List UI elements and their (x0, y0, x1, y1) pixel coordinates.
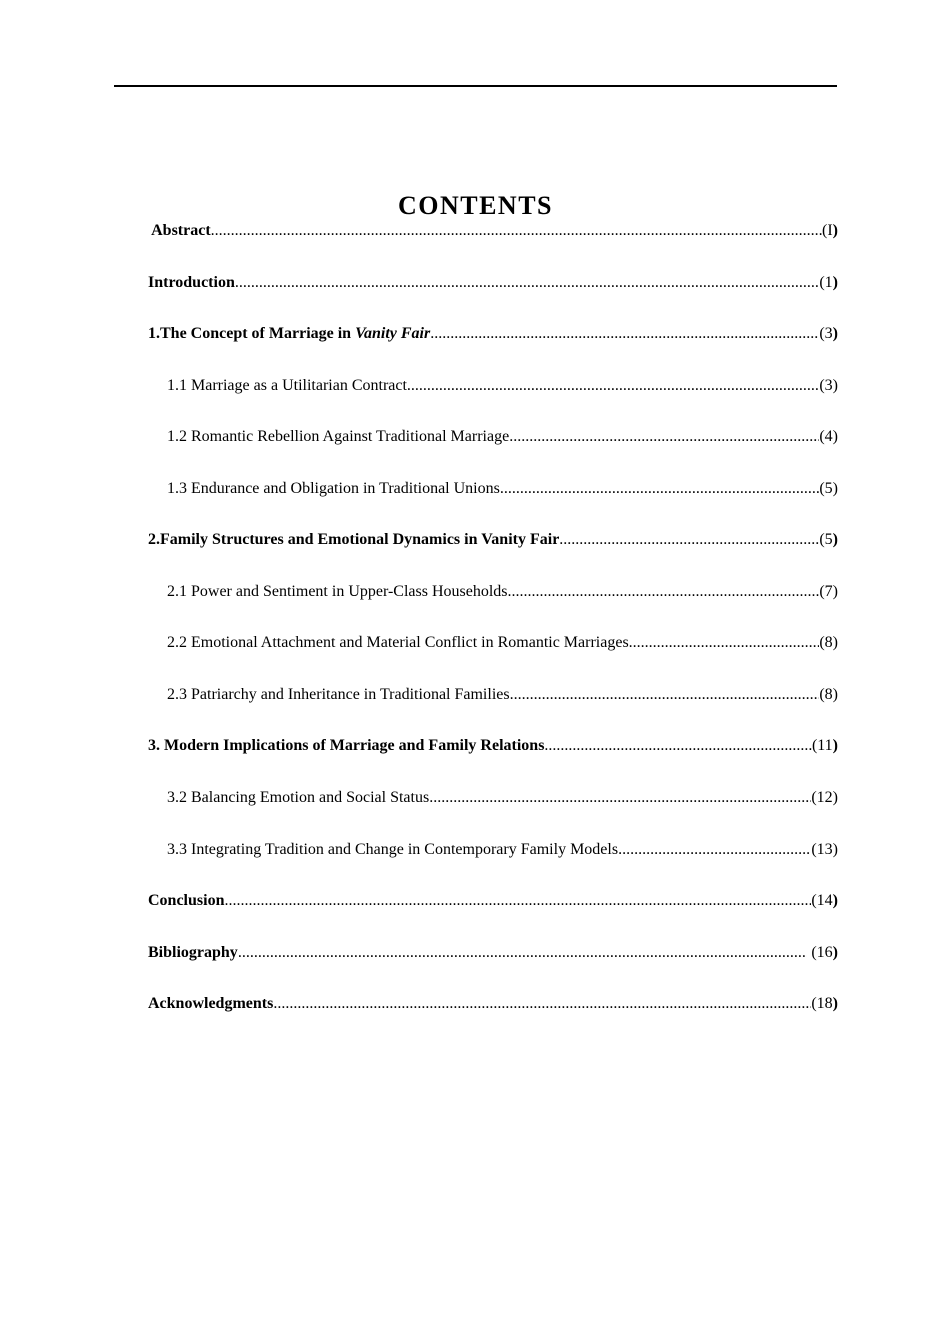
toc-entry-page-number: (5 (819, 531, 833, 549)
dot-leader (407, 375, 819, 396)
toc-entry-text: 3. Modern Implications of Marriage and Family Relations (148, 737, 545, 755)
toc-entry (148, 375, 838, 427)
toc-entry-page-number: (7) (819, 582, 838, 600)
toc-entry-label (148, 942, 238, 963)
toc-entry-text: Conclusion (148, 892, 225, 910)
toc-entry-page-number: (3) (819, 376, 838, 394)
dot-leader (544, 735, 812, 756)
toc-entry-text: 3.2 Balancing Emotion and Social Status (167, 789, 430, 807)
toc-entry-text: Acknowledgments (148, 995, 274, 1013)
toc-entry-page (819, 529, 838, 550)
toc-entry-page (819, 684, 838, 705)
toc-entry-page (819, 426, 838, 447)
dot-leader (618, 839, 811, 860)
toc-entry-page (811, 839, 838, 860)
dot-leader (509, 426, 819, 447)
toc-entry-page-number: (1 (819, 273, 833, 291)
toc-entry-text: 1.1 Marriage as a Utilitarian Contract (167, 376, 407, 394)
toc-entry-text: 1.The Concept of Marriage in (148, 325, 356, 343)
toc-entry-label (148, 993, 273, 1014)
toc-entry-page-number: (18 (811, 995, 833, 1013)
toc-entry-label (148, 220, 211, 241)
toc-entry (148, 581, 838, 633)
toc-entry-page-number: (8) (819, 634, 838, 652)
toc-entry-page-number: (4) (819, 428, 838, 446)
toc-entry (148, 684, 838, 736)
toc-entry (148, 272, 838, 324)
toc-entry-page-number: (12) (811, 789, 838, 807)
toc-entry-label (148, 529, 559, 550)
toc-entry-page-number: (8) (819, 685, 838, 703)
dot-leader (235, 272, 820, 293)
toc-entry-page (811, 993, 838, 1014)
toc-entry-page-paren: ) (832, 737, 838, 755)
toc-entry-page-paren: ) (832, 943, 838, 961)
toc-entry-italic-text: Vanity Fair (355, 325, 431, 343)
toc-entry (148, 787, 838, 839)
toc-entry-page-paren: ) (832, 995, 838, 1013)
toc-entry (148, 529, 838, 581)
toc-entry-page-number: (5) (819, 479, 838, 497)
toc-entry-page-paren: ) (832, 222, 838, 239)
toc-entry-page (819, 272, 838, 293)
toc-entry-label (167, 426, 509, 447)
toc-entry-page-number: (11 (811, 737, 833, 755)
toc-entry-page (819, 632, 838, 653)
dot-leader (429, 787, 811, 808)
toc-entry-page (819, 478, 838, 499)
toc-entry (148, 942, 838, 994)
toc-entry-page (811, 787, 838, 808)
toc-entry-text: 2.3 Patriarchy and Inheritance in Traditional Families (167, 685, 510, 703)
toc-entry-page (811, 890, 838, 911)
dot-leader (211, 220, 822, 241)
toc-entry-page-number: (3 (819, 325, 833, 343)
toc-entry-label (167, 375, 407, 396)
toc-entry (148, 478, 838, 530)
toc-entry-text: 1.3 Endurance and Obligation in Traditional Unions (167, 479, 500, 497)
toc-entry (148, 220, 838, 272)
toc-entry-text: Abstract (148, 222, 211, 239)
page-title: CONTENTS (397, 191, 554, 221)
toc-entry (148, 426, 838, 478)
toc-entry-page-paren: ) (832, 273, 838, 291)
toc-entry-page (822, 220, 838, 241)
dot-leader (224, 890, 811, 911)
toc-entry-label (148, 272, 235, 293)
toc-entry-page-number: (13) (811, 840, 838, 858)
dot-leader (430, 323, 819, 344)
toc-entry-label (167, 478, 500, 499)
toc-entry-text: 2.1 Power and Sentiment in Upper-Class Households (167, 582, 508, 600)
toc-entry (148, 735, 838, 787)
toc-entry-label (167, 581, 508, 602)
toc-entry-page-number: (I (822, 222, 833, 239)
dot-leader (559, 529, 819, 550)
toc-entry-page-number: (14 (811, 892, 833, 910)
toc-entry-page-paren: ) (832, 325, 838, 343)
toc-entry (148, 890, 838, 942)
toc-entry-page-paren: ) (832, 892, 838, 910)
toc-entry-page (819, 323, 838, 344)
toc-entry-text: Bibliography (148, 943, 238, 961)
toc-entry-page (807, 942, 838, 963)
toc-entry-page (819, 375, 838, 396)
toc-entry-page (812, 735, 838, 756)
toc-entry-text: 2.Family Structures and Emotional Dynamics in Vanity Fair (148, 531, 560, 549)
toc-entry (148, 632, 838, 684)
toc-entry-text: 3.3 Integrating Tradition and Change in Contemporary Family Models (167, 840, 619, 858)
toc-entry-label (167, 839, 618, 860)
toc-entry-text: Introduction (148, 273, 235, 291)
toc-entry-page-paren: ) (832, 531, 838, 549)
toc-list (148, 220, 838, 1045)
toc-entry-label (148, 735, 544, 756)
toc-entry (148, 323, 838, 375)
dot-leader (273, 993, 811, 1014)
toc-entry-label (148, 890, 224, 911)
dot-leader (500, 478, 819, 499)
toc-entry-label (167, 684, 510, 705)
dot-leader (238, 942, 808, 963)
toc-entry (148, 839, 838, 891)
toc-entry-page (819, 581, 838, 602)
dot-leader (508, 581, 820, 602)
toc-entry-label (167, 787, 429, 808)
toc-entry (148, 993, 838, 1045)
dot-leader (629, 632, 820, 653)
toc-entry-label (148, 323, 430, 344)
toc-entry-label (167, 632, 629, 653)
dot-leader (510, 684, 820, 705)
toc-entry-page-number: (16 (807, 943, 833, 961)
header-rule (114, 85, 837, 87)
toc-entry-text: 2.2 Emotional Attachment and Material Conflict in Romantic Marriages (167, 634, 629, 652)
toc-entry-text: 1.2 Romantic Rebellion Against Traditional Marriage (167, 428, 510, 446)
